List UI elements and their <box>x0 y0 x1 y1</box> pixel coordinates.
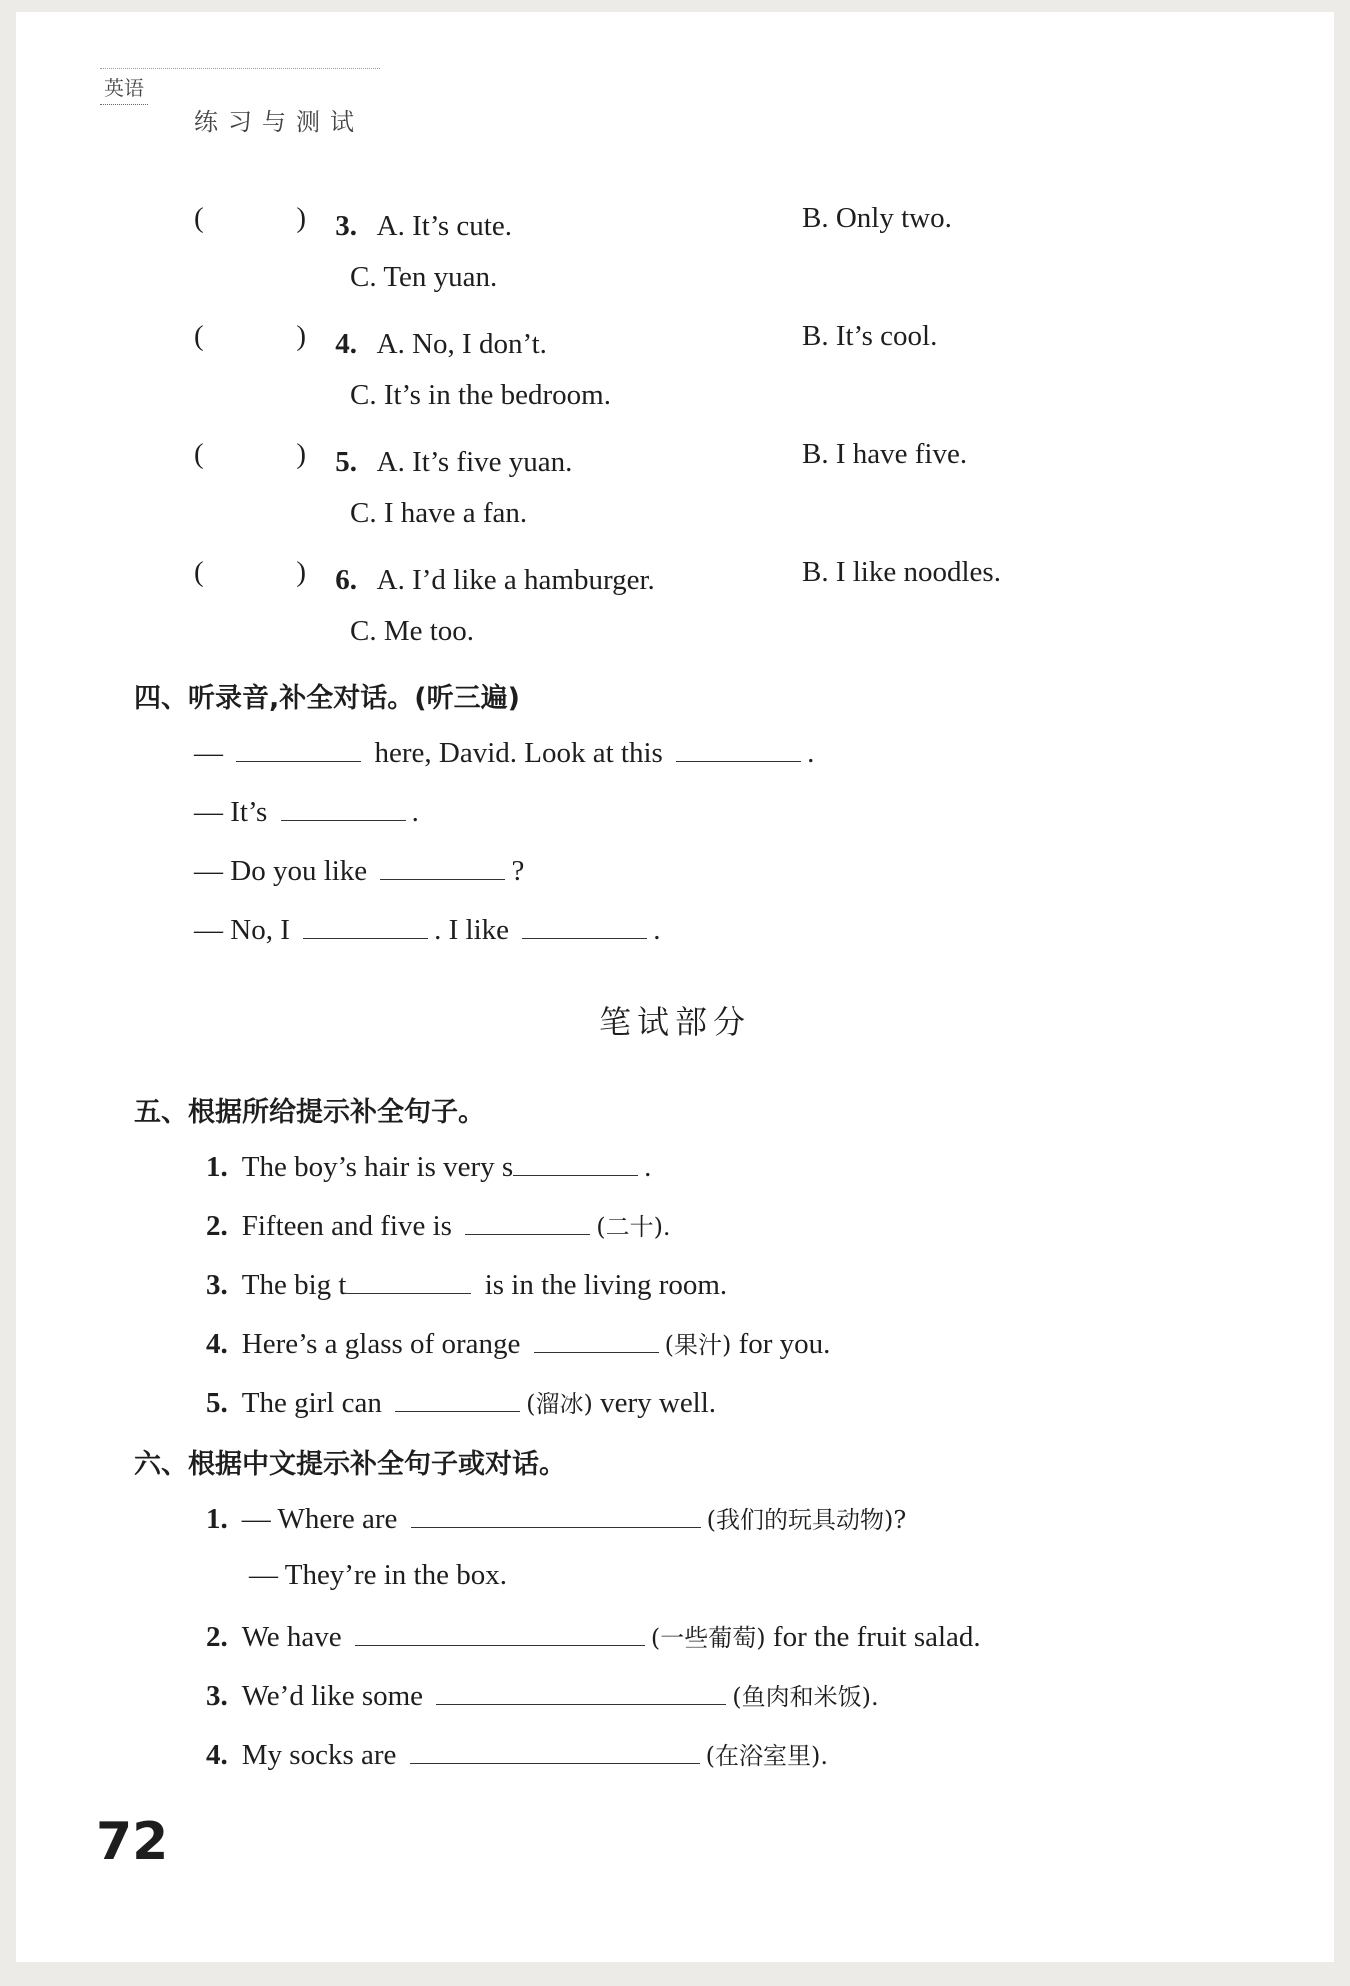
s5-item-5: 5. The girl can (溜冰) very well. <box>206 1384 716 1420</box>
blank-input[interactable] <box>522 911 647 939</box>
blank-input[interactable] <box>465 1207 590 1235</box>
blank-input[interactable] <box>410 1736 700 1764</box>
item-number: 3. <box>335 210 357 242</box>
option-c-5: C. I have a fan. <box>350 497 528 529</box>
s6-item-1-reply: — They’re in the box. <box>249 1559 507 1591</box>
choice-row-4 <box>194 320 547 361</box>
blank-input[interactable] <box>303 911 428 939</box>
item-number: 6. <box>335 564 357 596</box>
item-number: 5. <box>335 446 357 478</box>
blank-input[interactable] <box>411 1500 701 1528</box>
dialog-line-3: — Do you like ? <box>194 852 524 888</box>
s6-item-4: 4. My socks are (在浴室里). <box>206 1736 828 1772</box>
option-b-3: B. Only two. <box>802 202 952 234</box>
s5-item-3: 3. The big t is in the living room. <box>206 1266 727 1302</box>
answer-paren-3[interactable]: ( ) <box>194 202 306 234</box>
option-a: A. It’s cute. <box>376 210 512 242</box>
dialog-line-4: — No, I . I like . <box>194 911 661 947</box>
header-series-title: 练习与测试 <box>194 108 364 136</box>
header-dotted-rule <box>100 68 380 69</box>
section-5-title: 五、根据所给提示补全句子。 <box>134 1097 485 1128</box>
blank-input[interactable] <box>395 1384 520 1412</box>
choice-row-6 <box>194 556 655 597</box>
choice-row-5 <box>194 438 572 479</box>
header-subject: 英语 <box>100 72 148 105</box>
s5-item-2: 2. Fifteen and five is (二十). <box>206 1207 671 1243</box>
workbook-page <box>16 12 1334 1962</box>
option-c-3: C. Ten yuan. <box>350 261 498 293</box>
blank-input[interactable] <box>355 1618 645 1646</box>
option-a: A. It’s five yuan. <box>376 446 573 478</box>
blank-input[interactable] <box>236 734 361 762</box>
blank-input[interactable] <box>676 734 801 762</box>
dialog-line-1: — here, David. Look at this . <box>194 734 814 770</box>
option-a: A. I’d like a hamburger. <box>376 564 655 596</box>
blank-input[interactable] <box>346 1266 471 1294</box>
s6-item-1: 1. — Where are (我们的玩具动物)? <box>206 1500 906 1536</box>
blank-input[interactable] <box>513 1148 638 1176</box>
option-b-6: B. I like noodles. <box>802 556 1001 588</box>
option-a: A. No, I don’t. <box>376 328 547 360</box>
written-part-heading: 笔试部分 <box>598 1003 751 1041</box>
s6-item-3: 3. We’d like some (鱼肉和米饭). <box>206 1677 879 1713</box>
s5-item-4: 4. Here’s a glass of orange (果汁) for you. <box>206 1325 830 1361</box>
blank-input[interactable] <box>380 852 505 880</box>
section-4-title: 四、听录音,补全对话。(听三遍) <box>134 683 520 714</box>
item-number: 4. <box>335 328 357 360</box>
page-number: 72 <box>96 1812 169 1872</box>
dialog-line-2: — It’s . <box>194 793 419 829</box>
option-b-4: B. It’s cool. <box>802 320 938 352</box>
s5-item-1: 1. The boy’s hair is very s . <box>206 1148 651 1184</box>
s6-item-2: 2. We have (一些葡萄) for the fruit salad. <box>206 1618 981 1654</box>
option-b-5: B. I have five. <box>802 438 968 470</box>
option-c-6: C. Me too. <box>350 615 475 647</box>
answer-paren-4[interactable]: ( ) <box>194 320 306 352</box>
choice-row-3 <box>194 202 512 243</box>
blank-input[interactable] <box>281 793 406 821</box>
blank-input[interactable] <box>534 1325 659 1353</box>
answer-paren-5[interactable]: ( ) <box>194 438 306 470</box>
option-c-4: C. It’s in the bedroom. <box>350 379 611 411</box>
answer-paren-6[interactable]: ( ) <box>194 556 306 588</box>
section-6-title: 六、根据中文提示补全句子或对话。 <box>134 1449 566 1480</box>
blank-input[interactable] <box>436 1677 726 1705</box>
